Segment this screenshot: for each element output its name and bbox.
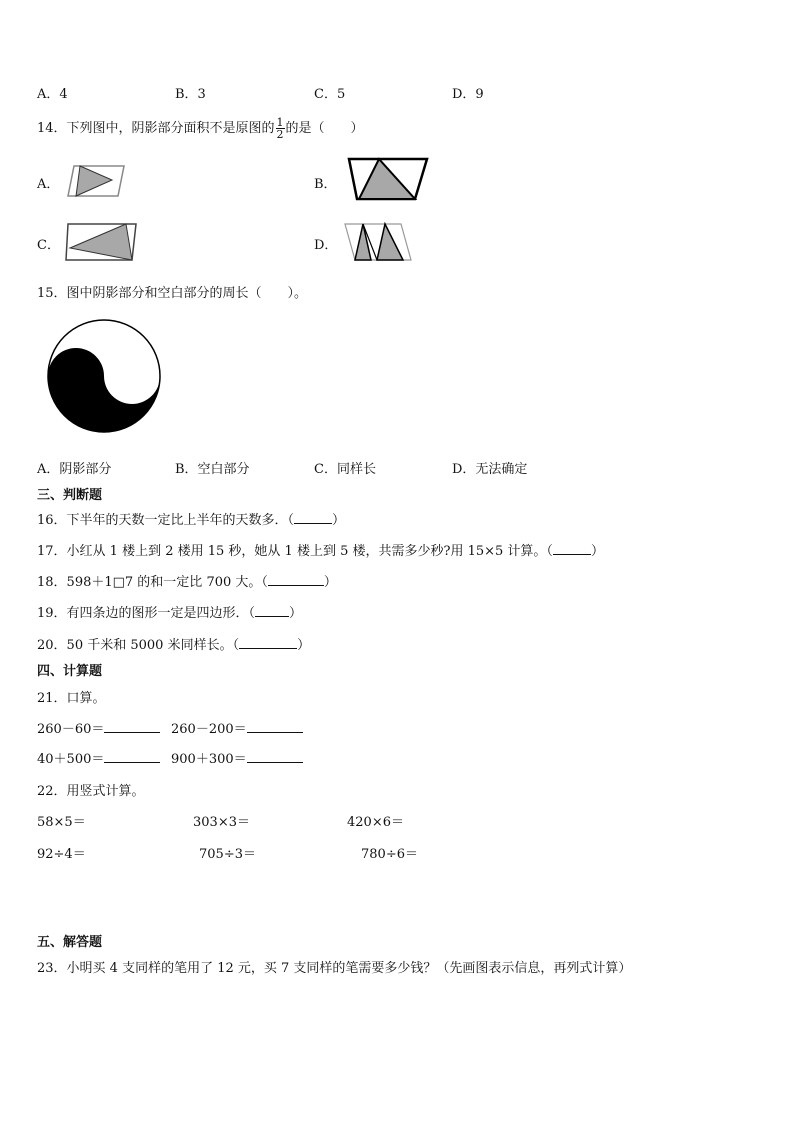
q14-figure-a (66, 164, 128, 198)
q14-figure-b (347, 157, 429, 201)
one-half-fraction (276, 117, 285, 140)
section-5-title: 五、解答题 (37, 935, 103, 950)
q15-option-a[interactable]: A．阴影部分 (37, 462, 112, 477)
q14-option-b-label[interactable]: B． (314, 177, 337, 192)
q16-text: 16．下半年的天数一定比上半年的天数多．（ (37, 513, 295, 528)
q22-item-3: 420×6＝ (347, 815, 404, 830)
q21-item-3 (37, 748, 160, 767)
q15-option-d[interactable]: D．无法确定 (452, 462, 528, 477)
q20-text: 20．50 千米和 5000 米同样长。（ (37, 638, 240, 653)
q14-stem: 14．下列图中，阴影部分面积不是原图的 (37, 121, 275, 136)
q17-close-paren: ） (590, 544, 604, 559)
q22-item-2: 303×3＝ (193, 815, 250, 830)
q14-question (37, 117, 364, 140)
q15-option-b[interactable]: B．空白部分 (175, 462, 250, 477)
q21-expression: 260－200＝ (171, 722, 247, 737)
q21-answer-blank[interactable] (104, 750, 160, 763)
q21-answer-blank[interactable] (247, 720, 303, 733)
q21-item-2 (171, 718, 303, 737)
q14-figure-d (343, 222, 413, 262)
q21-item-1 (37, 718, 160, 737)
q13-option-c[interactable]: C．5 (314, 87, 346, 102)
q18-close-paren: ） (323, 575, 337, 590)
q21-question: 21．口算。 (37, 691, 106, 706)
q18-text: 18．598＋1□7 的和一定比 700 大。（ (37, 575, 268, 590)
q15-option-c[interactable]: C．同样长 (314, 462, 376, 477)
q19-answer-blank[interactable] (255, 604, 289, 617)
q19-text: 19．有四条边的图形一定是四边形．（ (37, 606, 256, 621)
fraction-numerator: 1 (276, 116, 284, 129)
q13-option-d[interactable]: D．9 (452, 87, 484, 102)
section-4-title: 四、计算题 (37, 664, 103, 679)
q14-option-d-label[interactable]: D． (314, 238, 338, 253)
q14-figure-c (64, 222, 138, 262)
q17-text: 17．小红从 1 楼上到 2 楼用 15 秒，她从 1 楼上到 5 楼，共需多少秒?用 15×5 计算。（ (37, 544, 553, 559)
q22-item-5: 705÷3＝ (199, 847, 256, 862)
q20-question (37, 634, 310, 653)
q14-option-a-label[interactable]: A． (37, 177, 60, 192)
q21-expression: 40＋500＝ (37, 752, 105, 767)
q13-option-b[interactable]: B．3 (175, 87, 206, 102)
q21-expression: 900＋300＝ (171, 752, 247, 767)
q22-question: 22．用竖式计算。 (37, 784, 145, 799)
section-3-title: 三、判断题 (37, 488, 103, 503)
q17-question (37, 540, 604, 559)
q17-answer-blank[interactable] (553, 542, 591, 555)
q18-answer-blank[interactable] (268, 573, 324, 586)
q22-item-4: 92÷4＝ (37, 847, 86, 862)
q14-option-c-label[interactable]: C． (37, 238, 60, 253)
q16-close-paren: ） (332, 513, 346, 528)
q15-question: 15．图中阴影部分和空白部分的周长（ ）。 (37, 286, 308, 301)
q16-question (37, 509, 345, 528)
q20-close-paren: ） (297, 638, 311, 653)
fraction-denominator: 2 (276, 128, 284, 141)
q13-option-a[interactable]: A．4 (37, 87, 68, 102)
q23-question: 23．小明买 4 支同样的笔用了 12 元，买 7 支同样的笔需要多少钱？（先画图表示信息，再列式计算） (37, 961, 632, 976)
q19-question (37, 602, 302, 621)
q14-stem-end: 的是（ ） (285, 121, 364, 136)
q21-answer-blank[interactable] (104, 720, 160, 733)
q19-close-paren: ） (289, 606, 303, 621)
yin-yang-figure (46, 318, 162, 434)
q21-item-4 (171, 748, 303, 767)
q22-item-6: 780÷6＝ (361, 847, 418, 862)
q16-answer-blank[interactable] (294, 511, 332, 524)
q21-expression: 260－60＝ (37, 722, 105, 737)
q22-item-1: 58×5＝ (37, 815, 86, 830)
q20-answer-blank[interactable] (239, 636, 297, 649)
q21-answer-blank[interactable] (247, 750, 303, 763)
q18-question (37, 571, 337, 590)
